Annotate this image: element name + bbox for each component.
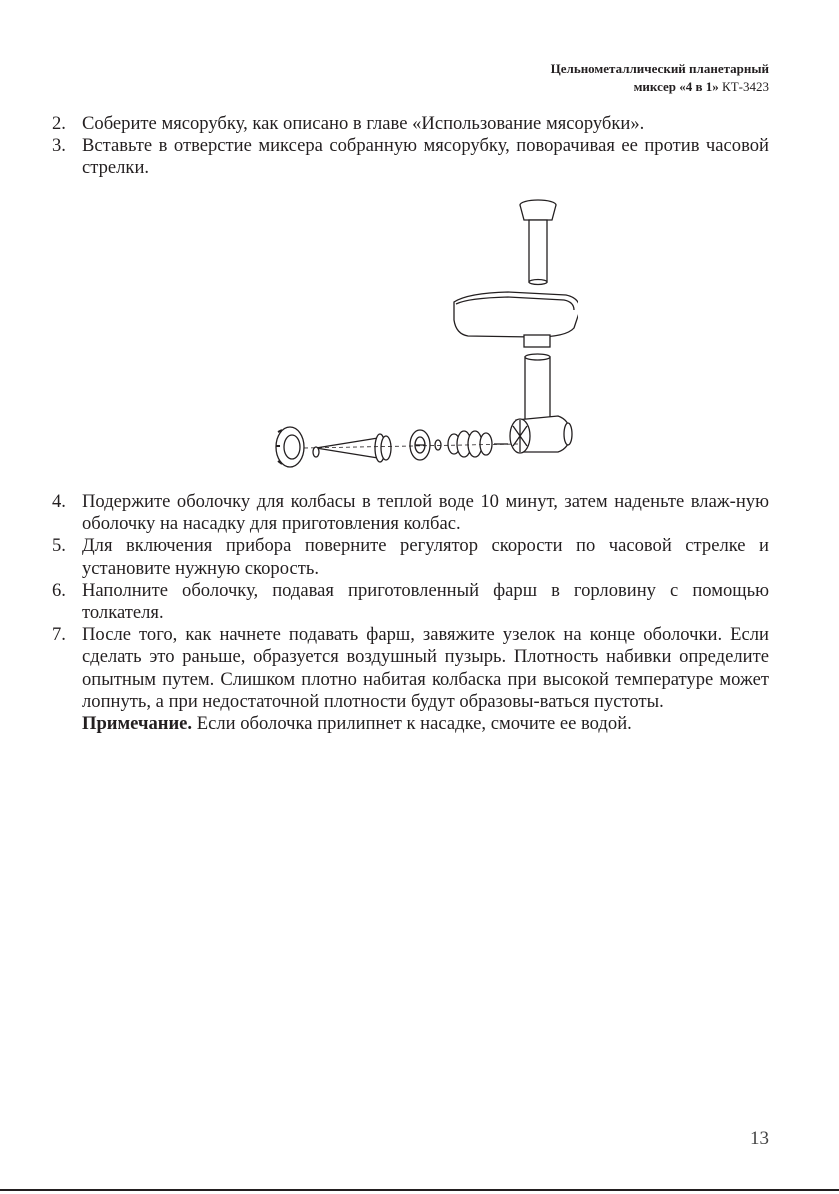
step-number: 2. <box>52 113 66 134</box>
header-line-2 <box>551 78 769 96</box>
hopper-tray-part <box>454 292 578 347</box>
running-header <box>551 60 769 96</box>
list-item <box>52 535 769 579</box>
list-item <box>52 580 769 624</box>
header-product: миксер «4 в 1» <box>633 79 719 94</box>
list-item <box>52 113 769 135</box>
list-item <box>52 624 769 713</box>
auger-screw-part <box>448 431 508 457</box>
header-model: КТ-3423 <box>722 79 769 94</box>
step-text: Наполните оболочку, подавая приготовленный фарш в горловину с помощью толкателя. <box>82 579 769 624</box>
spacer-disc-part <box>410 430 441 460</box>
steps-list-bottom <box>52 491 769 735</box>
page-number: 13 <box>750 1128 769 1149</box>
step-number: 6. <box>52 579 66 601</box>
step-text: Подержите оболочку для колбасы в теплой воде 10 минут, затем наденьте влаж-ную оболочку на насадку для приготовления колбас. <box>82 491 769 535</box>
step-text: Вставьте в отверстие миксера собранную мясорубку, поворачивая ее против часовой стрелки. <box>82 135 769 179</box>
list-item <box>52 491 769 535</box>
ring-nut-part <box>276 427 304 467</box>
grinder-housing-part <box>510 354 572 453</box>
bottom-rule-divider <box>0 1189 839 1191</box>
note-label: Примечание. <box>82 713 193 735</box>
steps-list-top <box>52 113 769 180</box>
step-number: 7. <box>52 624 66 646</box>
step-number: 3. <box>52 135 66 157</box>
sausage-nozzle-part <box>313 434 391 462</box>
step-text: Соберите мясорубку, как описано в главе «Использование мясорубки». <box>82 113 645 134</box>
note-text: Если оболочка прилипнет к насадке, смочите ее водой. <box>196 713 632 735</box>
note-paragraph <box>52 713 769 735</box>
pusher-part <box>520 200 556 285</box>
step-number: 5. <box>52 535 66 557</box>
meat-grinder-assembly-illustration <box>268 194 578 474</box>
header-line-1: Цельнометаллический планетарный <box>550 61 769 76</box>
step-number: 4. <box>52 491 66 512</box>
step-text: После того, как начнете подавать фарш, завяжите узелок на конце оболочки. Если сделать это раньше, образуется воздушный пузырь. Плотность набивки определите опытным путем. Слишком плотно набитая колбаска при высокой температуре может лопнуть, а при недостаточной плотности будут образовы-ваться пустоты. <box>82 624 769 712</box>
list-item <box>52 135 769 179</box>
step-text: Для включения прибора поверните регулятор скорости по часовой стрелке и установите нужную скорость. <box>82 535 769 579</box>
